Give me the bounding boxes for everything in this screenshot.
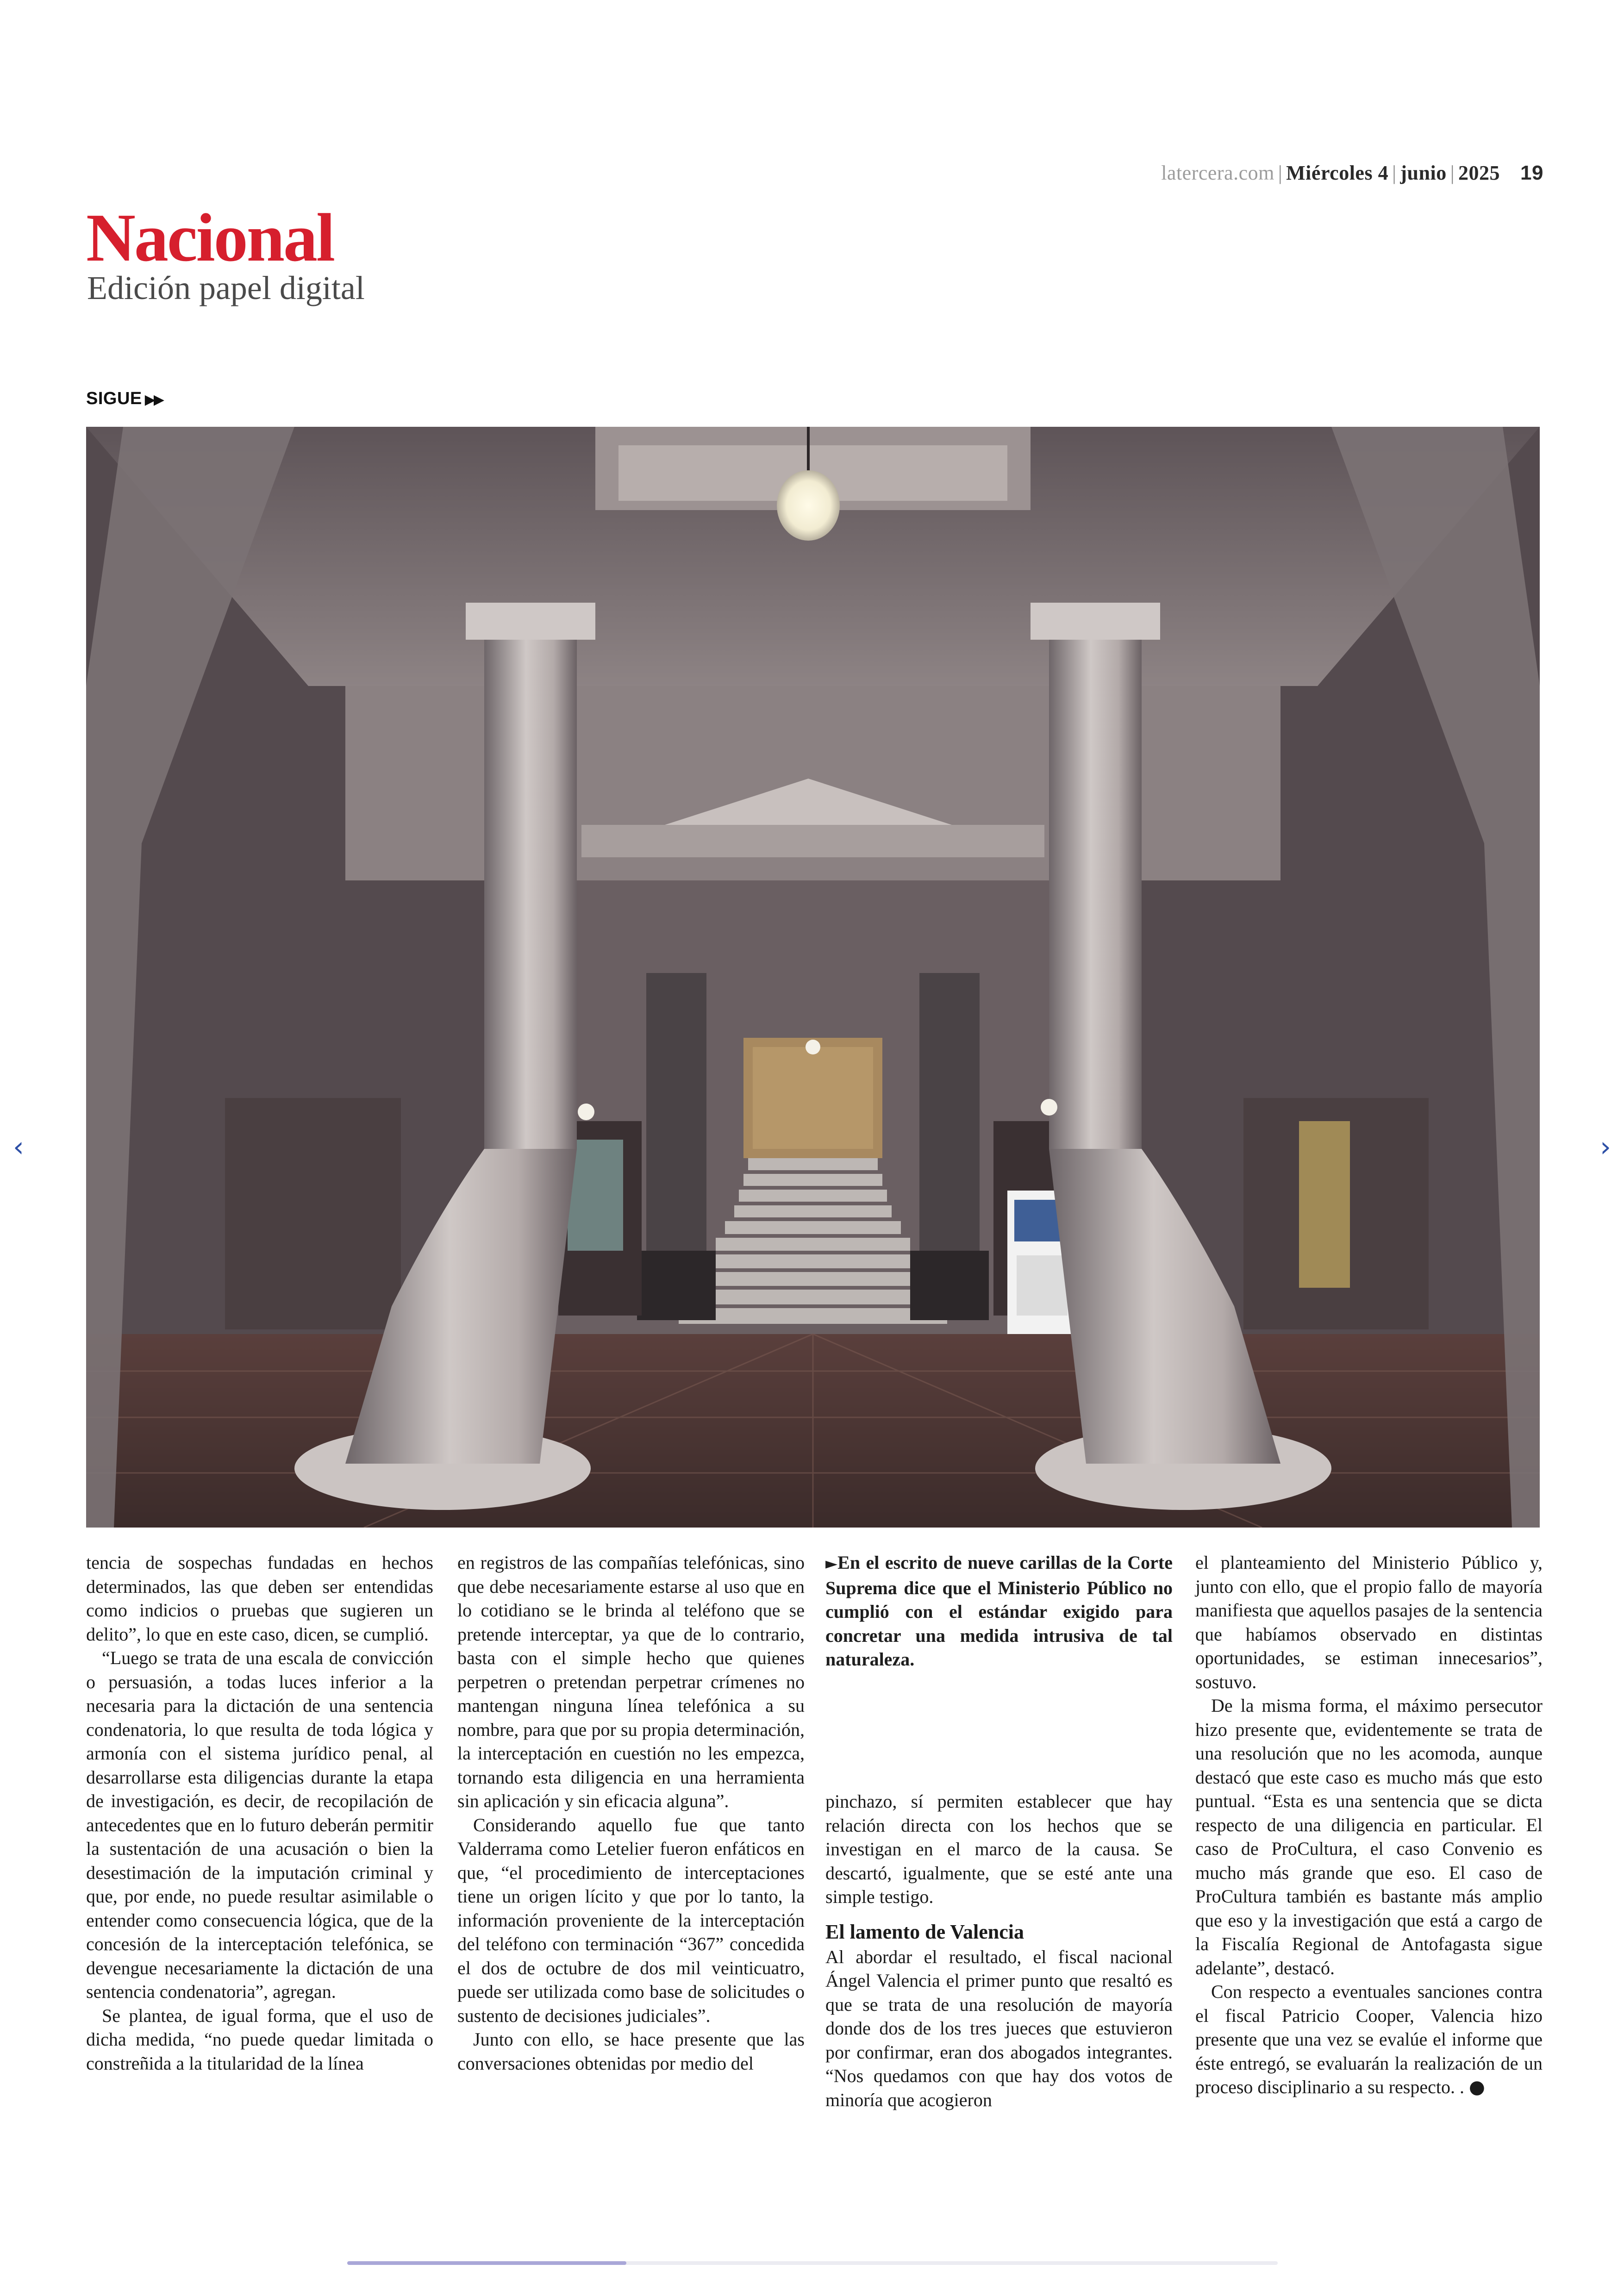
pullquote-marker-icon: ► [825, 1554, 838, 1573]
issue-year: 2025 [1458, 162, 1500, 184]
paragraph: “Luego se trata de una escala de convicción o persuasión, a todas luces inferior a la necesaria para la dictación de una sentencia condenatoria, lo que resulta de toda lógica y armonía con el sistema jurídico penal, al desarrollarse esta diligencias durante la etapa de investigación, es decir, de recopilación de antecedentes que en lo futuro deberán permitir la sustentación de una acusación o bien la desestimación de la imputación criminal y que, por ende, no puede resultar asimilable o entender como consecuencia lógica, que de la concesión de la interceptación telefónica, se devengue necesariamente la dictación de una sentencia condenatoria”, agregan. [86, 1647, 433, 2002]
article-photo [86, 427, 1540, 1528]
article-column-3 [825, 1551, 1173, 1671]
next-page-icon[interactable]: › [1600, 1131, 1611, 1163]
pullquote-text: En el escrito de nueve carillas de la Corte Suprema dice que el Ministerio Público no cumplió con el estándar exigido para concretar una medida intrusiva de tal naturaleza. [825, 1552, 1173, 1670]
issue-meta: latercera.com | Miércoles 4 | junio | 2025 19 [1161, 162, 1543, 184]
paragraph: Se plantea, de igual forma, que el uso de dicha medida, “no puede quedar limitada o constreñida a la titularidad de la línea [86, 2005, 433, 2074]
continue-label [86, 389, 162, 409]
paragraph: Junto con ello, se hace presente que las conversaciones obtenidas por medio del [457, 2029, 805, 2074]
continue-text: SIGUE [86, 389, 142, 408]
section-title: Nacional [86, 200, 334, 276]
article-column-4 [1195, 1551, 1543, 2100]
subheading: El lamento de Valencia [825, 1920, 1024, 1943]
article-column-2 [457, 1551, 805, 2075]
issue-day: Miércoles 4 [1286, 162, 1389, 184]
paragraph [1195, 1980, 1543, 2100]
article-column-1 [86, 1551, 433, 2075]
pullquote [825, 1551, 1173, 1671]
page-number: 19 [1520, 162, 1543, 184]
article-column-3-body [825, 1790, 1173, 2112]
site-name: latercera.com [1161, 162, 1274, 184]
section-subtitle: Edición papel digital [87, 269, 365, 306]
paragraph: pinchazo, sí permiten establecer que hay relación directa con los hechos que se investigan en el marco de la causa. Se descartó, igualmente, que se esté ante una simple testigo. [825, 1791, 1173, 1907]
paragraph: Considerando aquello fue que tanto Valderrama como Letelier fueron enfáticos en que, “el procedimiento de interceptaciones tiene un origen lícito y que por lo tanto, la información proveniente de la interceptación del teléfono con terminación “367” concedida el dos de octubre de dos mil veinticuatro, puede ser utilizada como base de solicitudes o sustento de decisiones judiciales”. [457, 1814, 805, 2026]
courthouse-hall-illustration [86, 427, 1540, 1528]
paragraph: el planteamiento del Ministerio Público y, junto con ello, que el propio fallo de mayoría manifiesta que aquellos pasajes de la sentencia que habíamos observado en distintas oportunidades, se estiman innecesarios”, sostuvo. [1195, 1552, 1543, 1692]
paragraph: tencia de sospechas fundadas en hechos determinados, las que deben ser entendidas como indicios o pruebas que sugieren un delito”, lo que en este caso, dicen, se cumplió. [86, 1552, 433, 1645]
issue-month: junio [1400, 162, 1447, 184]
paragraph: en registros de las compañías telefónicas, sino que debe necesariamente estarse al uso que en lo cotidiano se le brinda al teléfono que se pretende interceptar, ya que de lo contrario, basta con el simple hecho que quienes perpetren o pretendan perpetrar crímenes no mantengan ninguna línea telefónica a su nombre, para que por su propia determinación, la interceptación en cuestión no les empezca, tornando esta diligencia en una herramienta sin aplicación y sin eficacia alguna”. [457, 1552, 805, 1811]
closing-paragraph-text: Con respecto a eventuales sanciones contra el fiscal Patricio Cooper, Valencia hizo presente que una vez se evalúe el informe que éste entregó, se evaluarán la realización de un proceso disciplinario a su respecto. . [1195, 1981, 1543, 2097]
prev-page-icon[interactable]: ‹ [13, 1131, 24, 1163]
paragraph: Al abordar el resultado, el fiscal nacional Ángel Valencia el primer punto que resaltó es que se trata de una resolución de mayoría donde dos de los tres jueces que estuvieron por confirmar, eran dos abogados integrantes. “Nos quedamos con que hay dos votos de minoría que acogieron [825, 1946, 1173, 2110]
double-arrow-icon: ▶▶ [144, 392, 162, 407]
paragraph: De la misma forma, el máximo persecutor hizo presente que, evidentemente se trata de una resolución que no les acomoda, aunque destacó que este caso es mucho más que esto puntual. “Esta es una sentencia que se dicta respecto de una diligencia en particular. El caso de ProCultura, el caso Convenio es mucho más grande que eso. El caso de ProCultura también es bastante más amplio que eso y la investigación que está a cargo de la Fiscalía Regional de Antofagasta sigue adelante”, destacó. [1195, 1695, 1543, 1978]
reader-progress-fill [347, 2261, 626, 2265]
end-mark-icon: ● [1468, 2077, 1485, 2098]
